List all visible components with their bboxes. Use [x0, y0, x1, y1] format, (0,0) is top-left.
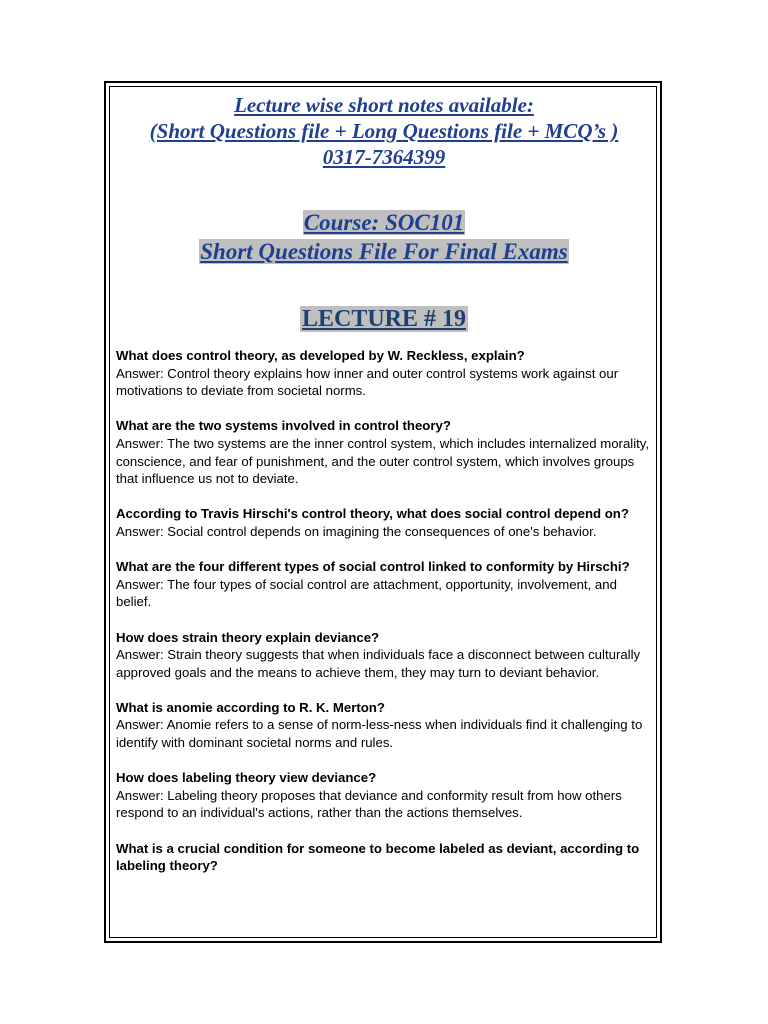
answer: Answer: The four types of social control are attachment, opportunity, involvement, and belief. [116, 576, 617, 610]
question: How does labeling theory view deviance? [116, 770, 377, 786]
answer: Answer: The two systems are the inner control system, which includes internalized morality, conscience, and fear of punishment, and the outer control system, which involves groups that influence us not to deviate. [116, 435, 650, 487]
question: What are the two systems involved in control theory? [116, 418, 451, 434]
qa-list [116, 347, 652, 875]
question: What does control theory, as developed by W. Reckless, explain? [116, 348, 525, 363]
lecture-heading [116, 306, 652, 333]
question: According to Travis Hirschi's control theory, what does social control depend on? [116, 506, 629, 522]
qa-item [116, 769, 652, 822]
qa-item [116, 417, 652, 487]
answer: Answer: Strain theory suggests that when individuals face a disconnect between culturally approved goals and the means to achieve them, they may turn to deviant behavior. [116, 647, 641, 680]
lecture-number: LECTURE # 19 [301, 306, 467, 332]
answer: Answer: Anomie refers to a sense of norm-less-ness when individuals find it challenging to identify with dominant societal norms and rules. [116, 717, 643, 751]
contact-phone: 0317-7364399 [322, 145, 446, 169]
announcement-title: Lecture wise short notes available: [234, 93, 534, 117]
announcement-files: (Short Questions file + Long Questions file + MCQ’s ) [149, 119, 619, 143]
file-title: Short Questions File For Final Exams [200, 239, 568, 264]
qa-item [116, 347, 652, 400]
question: What is anomie according to R. K. Merton? [116, 699, 385, 715]
answer: Answer: Control theory explains how inner and outer control systems work against our motivations to deviate from societal norms. [116, 365, 619, 399]
document-content [116, 92, 652, 892]
qa-item [116, 629, 652, 682]
course-code: Course: SOC101 [303, 210, 465, 235]
course-info [116, 208, 652, 266]
question: What are the four different types of social control linked to conformity by Hirschi? [116, 559, 630, 575]
qa-item [116, 699, 652, 752]
qa-item [116, 840, 652, 875]
answer: Answer: Labeling theory proposes that deviance and conformity result from how others respond to an individual's actions, rather than the actions themselves. [116, 787, 622, 821]
answer: Answer: Social control depends on imagining the consequences of one's behavior. [116, 523, 597, 539]
notes-announcement [116, 92, 652, 170]
qa-item [116, 558, 652, 611]
qa-item [116, 505, 652, 540]
question: What is a crucial condition for someone to become labeled as deviant, according to labeling theory? [116, 840, 640, 874]
question: How does strain theory explain deviance? [116, 629, 380, 645]
